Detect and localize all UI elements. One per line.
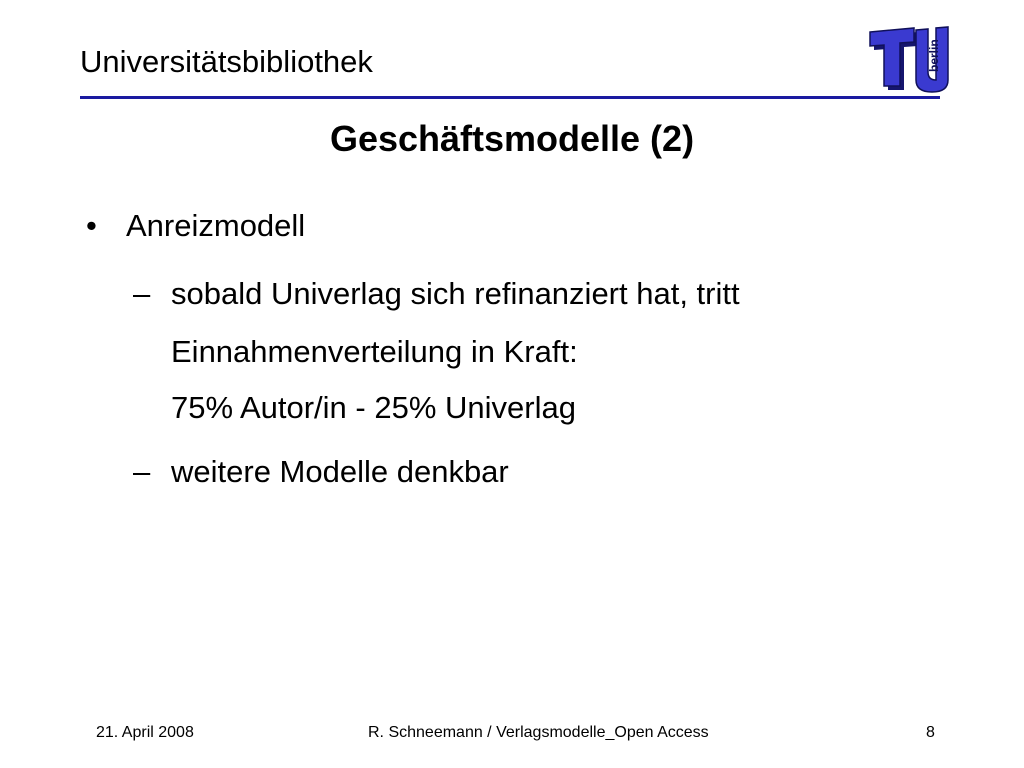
footer-page-number: 8 bbox=[926, 724, 935, 741]
sub-item-line: 75% Autor/in - 25% Univerlag bbox=[171, 390, 576, 425]
logo-text: berlin bbox=[927, 39, 941, 72]
header-divider bbox=[80, 96, 940, 99]
footer-date: 21. April 2008 bbox=[96, 724, 194, 741]
sub-item-line: weitere Modelle denkbar bbox=[171, 454, 509, 489]
slide-title: Geschäftsmodelle (2) bbox=[329, 118, 695, 159]
sub-item-dash: – bbox=[133, 276, 151, 311]
header-title: Universitätsbibliothek bbox=[80, 44, 373, 79]
bullet-text: Anreizmodell bbox=[126, 208, 306, 243]
sub-item-line: sobald Univerlag sich refinanziert hat, tritt bbox=[171, 276, 740, 311]
footer-center: R. Schneemann / Verlagsmodelle_Open Access bbox=[368, 724, 709, 741]
sub-item-dash: – bbox=[133, 454, 151, 489]
bullet-item bbox=[86, 208, 305, 244]
bullet-dot: • bbox=[86, 208, 97, 243]
tu-berlin-logo-icon bbox=[866, 24, 950, 94]
sub-item-line: Einnahmenverteilung in Kraft: bbox=[171, 334, 578, 369]
